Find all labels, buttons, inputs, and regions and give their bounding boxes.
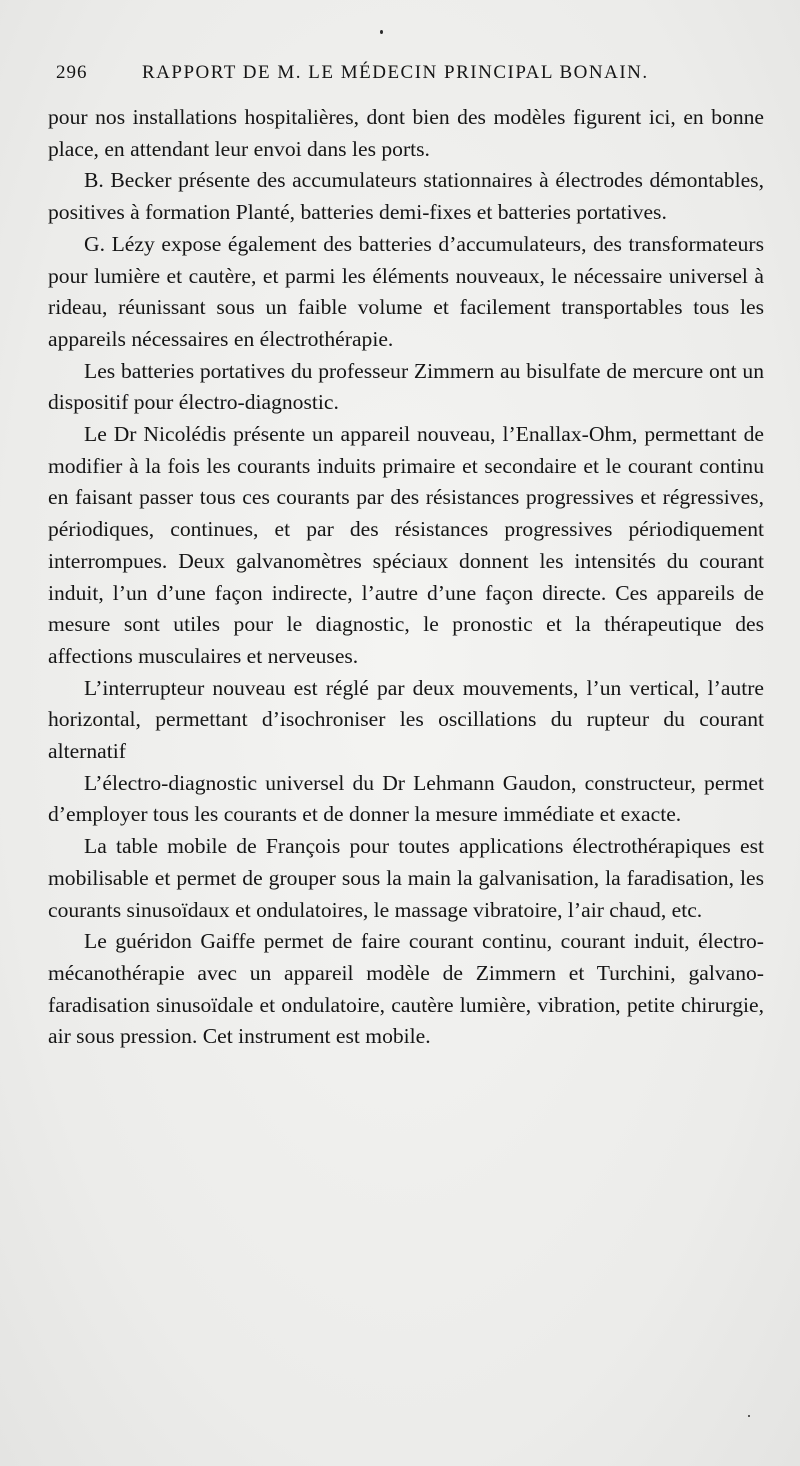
page-header bbox=[56, 58, 756, 90]
running-head: RAPPORT DE M. LE MÉDECIN PRINCIPAL BONAIN. bbox=[142, 62, 649, 83]
page-number: 296 bbox=[56, 62, 88, 83]
ink-speck bbox=[748, 1415, 750, 1417]
body-text bbox=[48, 102, 764, 1053]
paragraph-becker: B. Becker présente des accumulateurs stationnaires à électrodes démontables, positives à formation Planté, batteries demi-fixes et batteries portatives. bbox=[48, 168, 764, 225]
paragraph-gaiffe: Le guéridon Gaiffe permet de faire courant continu, courant induit, électro-mécanothérapie avec un appareil modèle de Zimmern et Turchini, galvano-faradisation sinusoïdale et ondulatoire, cautère lumière, vibration, petite chirurgie, air sous pression. Cet instrument est mobile. bbox=[48, 929, 764, 1049]
ink-speck bbox=[380, 30, 383, 34]
paragraph-interrupteur: L’interrupteur nouveau est réglé par deux mouvements, l’un vertical, l’autre horizontal, permettant d’isochroniser les oscillations du rupteur du courant alternatif bbox=[48, 675, 764, 764]
paragraph-nicoledis: Le Dr Nicolédis présente un appareil nouveau, l’Enallax-Ohm, permettant de modifier à la fois les courants induits primaire et secondaire et le courant continu en faisant passer tous ces courants par des résistances progressives et régressives, périodiques, continues, et par des résistances progressives périodiquement interrompues. Deux galvanomètres spéciaux donnent les intensités du courant induit, l’un d’une façon indirecte, l’autre d’une façon directe. Ces appareils de mesure sont utiles pour le diagnostic, le pronostic et la thérapeutique des affections musculaires et nerveuses. bbox=[48, 422, 764, 668]
paragraph-continuation: pour nos installations hospitalières, dont bien des modèles figurent ici, en bonne place, en attendant leur envoi dans les ports. bbox=[48, 105, 764, 161]
paragraph-francois: La table mobile de François pour toutes applications électrothérapiques est mobilisable et permet de grouper sous la main la galvanisation, la faradisation, les courants sinusoïdaux et ondulatoires, le massage vibratoire, l’air chaud, etc. bbox=[48, 834, 764, 922]
paragraph-lehmann: L’électro-diagnostic universel du Dr Lehmann Gaudon, constructeur, permet d’employer tous les courants et de donner la mesure immédiate et exacte. bbox=[48, 770, 764, 827]
paragraph-lezy: G. Lézy expose également des batteries d’accumulateurs, des transformateurs pour lumière et cautère, et parmi les éléments nouveaux, le nécessaire universel à rideau, réunissant sous un faible volume et facilement transportables tous les appareils nécessaires en électrothérapie. bbox=[48, 231, 764, 351]
paragraph-zimmern: Les batteries portatives du professeur Zimmern au bisulfate de mercure ont un dispositif pour électro-diagnostic. bbox=[48, 358, 764, 415]
